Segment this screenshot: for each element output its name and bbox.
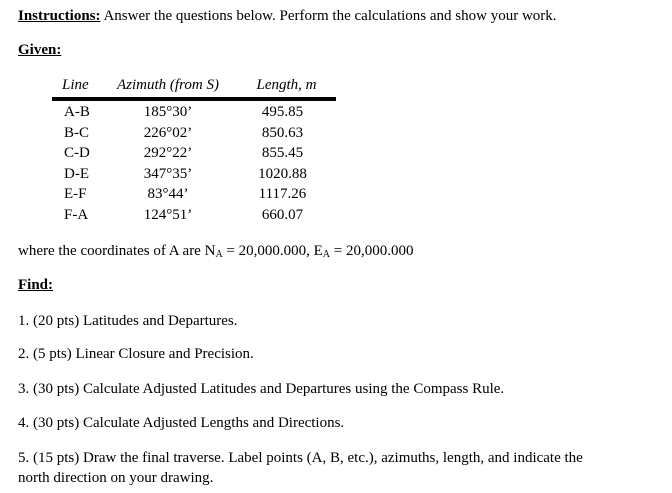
- instructions-line: [18, 7, 557, 25]
- header-line: Line: [62, 77, 89, 93]
- traverse-table: [52, 76, 336, 225]
- cell-length: 495.85: [261, 104, 304, 120]
- cell-azimuth: 292°22’: [143, 145, 193, 161]
- coordinates-sub-e: A: [322, 249, 331, 260]
- find-heading: Find:: [18, 277, 54, 293]
- table-row: [52, 164, 336, 185]
- table-row: [52, 205, 336, 226]
- cell-line: D-E: [64, 165, 89, 182]
- coordinates-line: [18, 242, 414, 260]
- cell-azimuth: 226°02’: [143, 124, 193, 141]
- table-header: [52, 76, 336, 95]
- table-row: [52, 102, 336, 123]
- instructions-label: Instructions:: [18, 8, 101, 24]
- cell-azimuth: 185°30’: [143, 104, 193, 120]
- cell-length: 1117.26: [258, 186, 307, 202]
- find-item: 3. (30 pts) Calculate Adjusted Latitudes and Departures using the Compass Rule.: [18, 381, 505, 397]
- cell-line: E-F: [64, 186, 87, 202]
- table-row: [52, 184, 336, 205]
- find-item: 2. (5 pts) Linear Closure and Precision.: [18, 346, 254, 362]
- cell-azimuth: 124°51’: [143, 206, 193, 223]
- header-azimuth: Azimuth (from S): [117, 77, 219, 93]
- header-rule: [52, 97, 336, 101]
- table-row: [52, 143, 336, 164]
- cell-azimuth: 83°44’: [147, 186, 189, 202]
- coordinates-prefix: where the coordinates of A are N: [18, 243, 216, 259]
- cell-line: A-B: [64, 104, 90, 120]
- given-heading: Given:: [18, 42, 62, 58]
- header-length: Length, m: [256, 77, 317, 93]
- cell-azimuth: 347°35’: [143, 165, 193, 182]
- cell-line: F-A: [64, 206, 89, 223]
- cell-line: C-D: [64, 145, 90, 161]
- find-item: north direction on your drawing.: [18, 470, 214, 486]
- find-item: 1. (20 pts) Latitudes and Departures.: [18, 313, 238, 329]
- find-item: 4. (30 pts) Calculate Adjusted Lengths and Directions.: [18, 415, 345, 431]
- cell-length: 850.63: [261, 124, 304, 141]
- cell-length: 1020.88: [258, 165, 307, 182]
- instructions-text: Answer the questions below. Perform the calculations and show your work.: [100, 8, 557, 24]
- cell-line: B-C: [64, 124, 90, 141]
- coordinates-sub-n: A: [215, 249, 223, 260]
- coordinates-suffix: = 20,000.000: [330, 243, 414, 259]
- table-row: [52, 123, 336, 144]
- find-item: 5. (15 pts) Draw the final traverse. Label points (A, B, etc.), azimuths, length, and indicate the: [18, 450, 583, 466]
- coordinates-middle: = 20,000.000, E: [222, 243, 323, 259]
- cell-length: 855.45: [261, 145, 304, 161]
- cell-length: 660.07: [261, 206, 304, 223]
